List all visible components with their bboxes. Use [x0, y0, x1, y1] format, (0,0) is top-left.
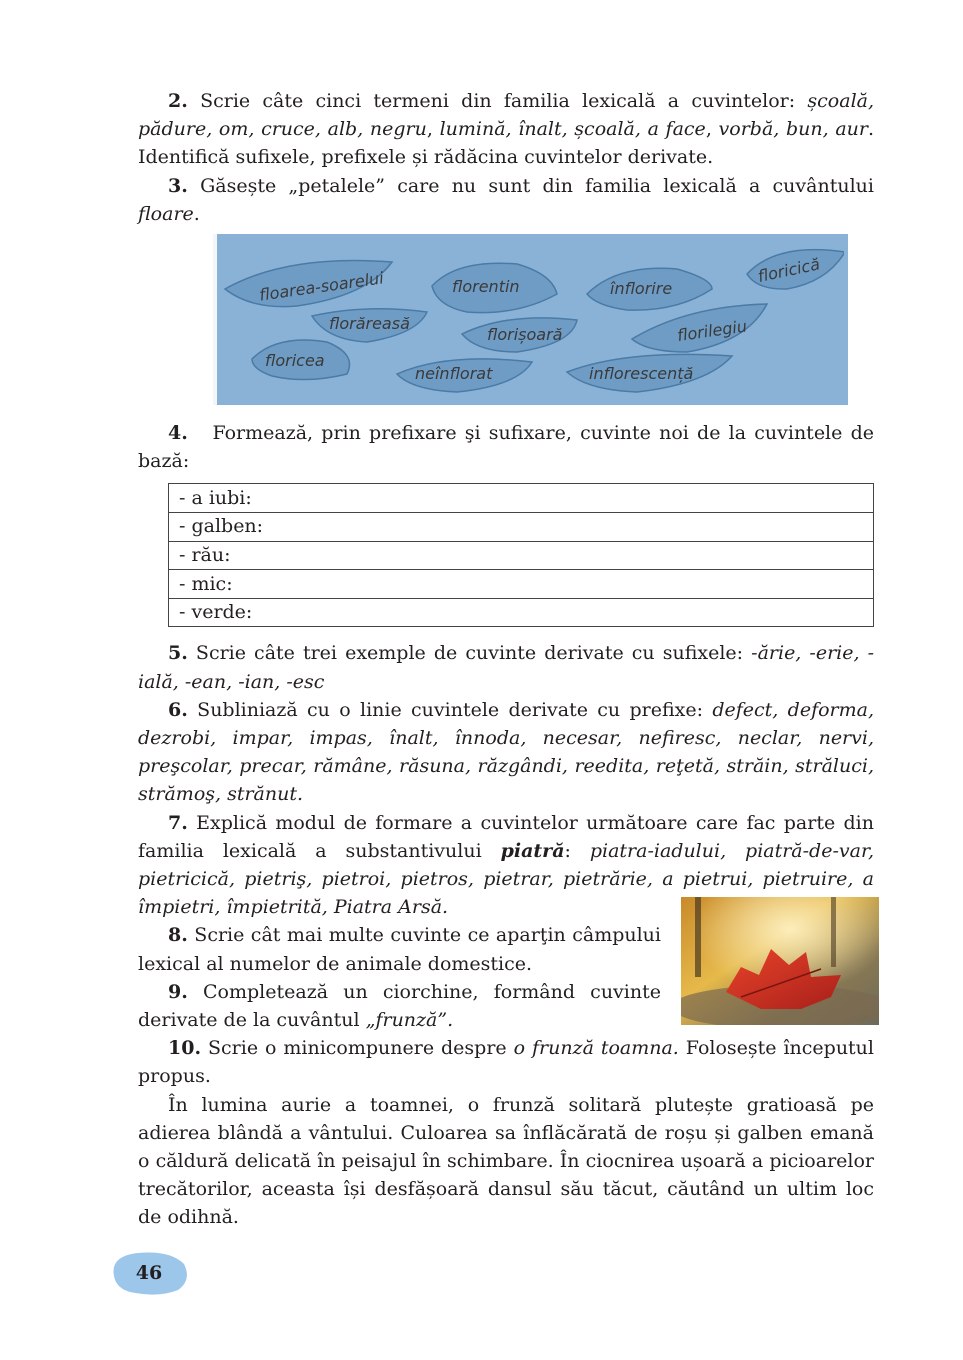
exercise-number: 10. [168, 1037, 202, 1060]
petal-label: floricea [265, 351, 325, 371]
petal-label: înflorire [610, 279, 673, 299]
exercise-text: Scrie cât mai multe cuvinte ce aparţin câmpului lexical al numelor de animale domestice. [138, 924, 661, 975]
exercise-text: Subliniază cu o linie cuvintele derivate cu prefixe: [197, 698, 704, 721]
exercise-number: 3. [168, 174, 188, 197]
autumn-leaf-photo [681, 897, 879, 1025]
exercise-text: Scrie câte cinci termeni din familia lexicală a cuvintelor: [200, 90, 796, 112]
exercise-6 [138, 696, 874, 809]
composition-text: În lumina aurie a toamnei, o frunză solitară plutește gratioasă pe adierea blândă a vântului. Culoarea sa înflăcărată de roșu și galben emană o căldură delicată în peisajul în schimbare. În ciocnirea ușoară a picioarelor trecătorilor, aceasta își desfășoară dansul său tăcut, căutând un ultim loc de odihnă. [138, 1093, 874, 1229]
exercise-text: Folosește începutul propus. [138, 1037, 874, 1088]
exercise-number: 5. [168, 642, 188, 665]
exercise-number: 2. [168, 90, 188, 112]
base-words-table [168, 483, 874, 627]
table-row[interactable]: - galben: [169, 513, 874, 542]
table-row[interactable]: - verde: [169, 598, 874, 627]
exercise-3 [138, 172, 874, 228]
petal-label: florentin [452, 277, 520, 297]
petal-label: florilegiu [675, 316, 749, 346]
punctuation: , [426, 118, 433, 141]
exercise-number: 8. [168, 924, 188, 947]
exercise-number: 7. [168, 811, 188, 834]
leaf-image [681, 897, 879, 1025]
petal-label: floricică [755, 254, 822, 287]
punctuation: , [705, 118, 712, 141]
petal-label: inflorescență [589, 364, 694, 384]
page-number: 46 [135, 1262, 163, 1284]
exercise-4 [138, 419, 874, 475]
exercise-number: 4. [168, 422, 188, 445]
exercise-8 [138, 921, 661, 977]
key-word: „frunză”. [365, 1009, 454, 1032]
exercise-text: Scrie o minicompunere despre [208, 1037, 507, 1060]
word-list: școală, pădure, om, cruce, alb, negru [138, 90, 875, 141]
exercise-text: Formează, prin prefixare şi sufixare, cuvinte noi de la cuvintele de bază: [138, 422, 874, 473]
petals-illustration [217, 234, 844, 405]
exercise-5 [138, 639, 874, 695]
exercise-text: . Identifică sufixele, prefixele și rădăcina cuvintelor derivate. [138, 118, 875, 169]
table-row[interactable]: - rău: [169, 541, 874, 570]
word-list: defect, deforma, dezrobi, impar, impas, înalt, înnoda, necesar, nefiresc, neclar, nervi, preşcolar, precar, rămâne, răsuna, răzgândi, reedita, reţetă, străin, străluci, strămoş, strănut. [138, 698, 875, 806]
exercise-text: Explică modul de formare a cuvintelor următoare care fac parte din familia lexicală a substantivului [138, 811, 874, 862]
punctuation: . [193, 202, 200, 225]
exercise-10 [138, 1034, 874, 1090]
exercise-text: Scrie câte trei exemple de cuvinte derivate cu sufixele: [195, 642, 744, 665]
table-row[interactable]: - a iubi: [169, 484, 874, 513]
petal-label: floarea-soarelui [258, 268, 385, 305]
topic: o frunză toamna. [513, 1037, 679, 1060]
key-word: piatră [500, 839, 565, 862]
exercise-number: 9. [168, 980, 188, 1003]
page-content [138, 87, 874, 1232]
suffix-list: -ărie, -erie, -ială, -ean, -ian, -esc [138, 642, 875, 693]
key-word: floare [138, 202, 194, 225]
petal-label: neînflorat [415, 364, 493, 384]
exercise-2 [138, 87, 874, 172]
petal-label: florișoară [487, 325, 563, 345]
punctuation: : [564, 839, 571, 862]
word-list: lumină, înalt, școală, a face [439, 118, 706, 141]
exercise-9 [138, 978, 661, 1034]
word-list: piatra-iadului, piatră-de-var, pietricică, pietriş, pietroi, pietros, pietrar, pietrărie, a pietrui, pietruire, a împietri, împietrită, Piatra Arsă. [138, 839, 874, 919]
page-number-badge [108, 1250, 190, 1296]
exercise-number: 6. [168, 698, 188, 721]
exercise-text: Completează un ciorchine, formând cuvinte derivate de la cuvântul [138, 980, 661, 1032]
petal-label: florăreasă [329, 314, 410, 334]
exercise-text: Găsește „petalele” care nu sunt din familia lexicală a cuvântului [200, 174, 874, 197]
word-list: vorbă, bun, aur [718, 118, 868, 141]
table-row[interactable]: - mic: [169, 570, 874, 599]
petals-figure [213, 234, 848, 405]
